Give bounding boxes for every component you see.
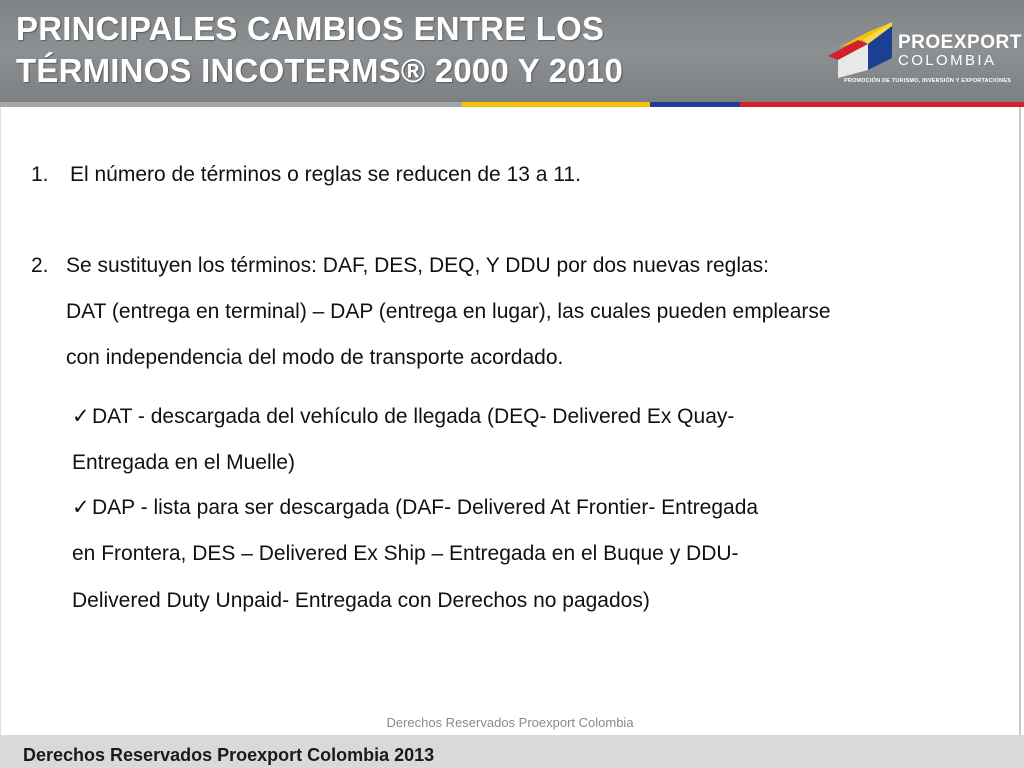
footer-copyright: Derechos Reservados Proexport Colombia 2013	[23, 745, 435, 765]
logo-text-proexport: PROEXPORT	[898, 32, 1022, 53]
footer-light-line-1: Derechos Reservados Proexport Colombia	[386, 715, 634, 730]
list-item-2	[31, 253, 769, 279]
title-line-2: TÉRMINOS INCOTERMS® 2000 Y 2010	[16, 52, 623, 89]
list-item-2-line-2: DAT (entrega en terminal) – DAP (entrega en lugar), las cuales pueden emplearse	[66, 300, 831, 323]
slide-header	[0, 0, 1024, 102]
checklist-item-dap-line-1: DAP - lista para ser descargada (DAF- Delivered At Frontier- Entregada	[92, 496, 759, 519]
checklist-item-dat	[72, 404, 734, 430]
checklist-item-dap-line-3: Delivered Duty Unpaid- Entregada con Derechos no pagados)	[72, 589, 650, 612]
check-icon: ✓	[72, 405, 90, 428]
proexport-logo	[824, 18, 1022, 88]
check-icon: ✓	[72, 496, 90, 519]
checklist-item-dat-line-2: Entregada en el Muelle)	[72, 451, 295, 474]
proexport-logo-mark-icon	[824, 18, 896, 78]
checklist-item-dat-line-1: DAT - descargada del vehículo de llegada (DEQ- Delivered Ex Quay-	[92, 405, 735, 428]
list-item-2-line-1: Se sustituyen los términos: DAF, DES, DEQ, Y DDU por dos nuevas reglas:	[66, 254, 770, 277]
list-item-1-number: 1.	[31, 163, 49, 186]
list-item-2-line-3: con independencia del modo de transporte acordado.	[66, 346, 564, 369]
checklist-item-dap	[72, 495, 758, 521]
list-item-2-number: 2.	[31, 254, 49, 277]
list-item-1	[31, 162, 581, 188]
logo-tagline: PROMOCIÓN DE TURISMO, INVERSIÓN Y EXPORTACIONES	[844, 78, 1012, 84]
logo-text-colombia: COLOMBIA	[898, 52, 997, 69]
title-line-1: PRINCIPALES CAMBIOS ENTRE LOS	[16, 10, 605, 47]
checklist-item-dap-line-2: en Frontera, DES – Delivered Ex Ship – Entregada en el Buque y DDU-	[72, 542, 739, 565]
list-item-1-text: El número de términos o reglas se reducen de 13 a 11.	[70, 163, 581, 186]
slide-title	[16, 8, 806, 92]
